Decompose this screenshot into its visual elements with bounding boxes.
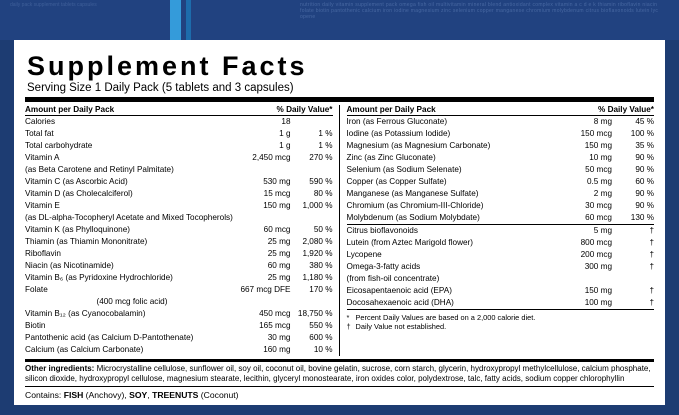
nutrient-amount: 30 mcg	[585, 200, 612, 210]
nutrient-daily-value	[612, 273, 654, 285]
nutrient-daily-value: †	[612, 297, 654, 309]
nutrient-column-left	[25, 105, 340, 356]
nutrient-amount: 60 mg	[267, 260, 291, 270]
nutrient-row	[347, 200, 655, 212]
nutrient-amount: 530 mg	[263, 176, 291, 186]
nutrient-row	[347, 176, 655, 188]
allergen-sep: ,	[147, 389, 153, 400]
nutrient-name: Total carbohydrate	[25, 140, 93, 150]
nutrient-row	[347, 249, 655, 261]
footnote-mark: †	[346, 322, 351, 332]
nutrient-daily-value: 80 %	[313, 188, 333, 198]
nutrient-name: Pantothenic acid (as Calcium D-Pantothenate)	[25, 332, 194, 342]
nutrient-daily-value: 1,000 %	[302, 200, 333, 210]
nutrient-amount: 800 mcg	[580, 237, 612, 247]
nutrient-amount: 8 mg	[593, 116, 612, 126]
nutrient-row	[347, 152, 655, 164]
nutrient-name: Omega-3-fatty acids	[346, 261, 421, 271]
nutrient-name: Total fat	[25, 128, 54, 138]
nutrient-daily-value	[291, 116, 333, 128]
nutrient-daily-value: 1 %	[318, 140, 333, 150]
nutrient-daily-value: †	[649, 249, 654, 259]
nutrient-amount: 165 mcg	[259, 320, 291, 330]
contains-divider	[25, 386, 654, 387]
nutrient-name: Vitamin A	[25, 152, 60, 162]
nutrient-amount: 667 mcg DFE	[240, 284, 291, 294]
nutrient-row	[25, 176, 333, 188]
band-microtext-left: daily pack supplement tablets capsules	[10, 2, 97, 8]
nutrient-daily-value	[291, 164, 333, 176]
nutrient-name: Manganese (as Manganese Sulfate)	[346, 188, 479, 198]
nutrient-row	[25, 200, 333, 212]
nutrient-name: Vitamin B₁₂ (as Cyanocobalamin)	[25, 308, 146, 318]
nutrient-row	[347, 164, 655, 176]
nutrient-name: Lycopene	[346, 249, 382, 259]
nutrient-amount: 30 mg	[267, 332, 291, 342]
nutrient-name: (as DL-alpha-Tocopheryl Acetate and Mixed Tocopherols)	[25, 212, 233, 222]
nutrient-daily-value: 90 %	[635, 152, 654, 162]
nutrient-row	[25, 164, 333, 176]
right-amount-header: Amount per Daily Pack	[346, 105, 436, 114]
nutrient-row	[347, 212, 655, 224]
allergen-fish: FISH	[63, 389, 84, 400]
nutrient-amount: 450 mcg	[259, 308, 291, 318]
nutrient-name: Eicosapentaenoic acid (EPA)	[346, 285, 452, 295]
nutrient-amount	[564, 273, 612, 285]
nutrient-row	[347, 188, 655, 200]
nutrient-daily-value	[291, 212, 333, 224]
left-amount-header: Amount per Daily Pack	[25, 105, 115, 114]
nutrient-name: Vitamin K (as Phylloquinone)	[25, 224, 130, 234]
footnote	[347, 313, 655, 323]
nutrient-amount: 100 mg	[564, 297, 612, 309]
left-nutrient-table	[25, 116, 333, 356]
nutrient-amount: 0.5 mg	[586, 176, 612, 186]
nutrient-daily-value: †	[649, 237, 654, 247]
nutrient-daily-value: 35 %	[635, 140, 654, 150]
nutrient-name: Riboflavin	[25, 248, 61, 258]
nutrient-daily-value: 1,920 %	[302, 248, 333, 258]
nutrient-daily-value: 50 %	[313, 224, 333, 234]
nutrient-row	[25, 296, 333, 308]
nutrient-daily-value	[291, 296, 333, 308]
nutrient-daily-value: 90 %	[635, 188, 654, 198]
nutrient-name: Iron (as Ferrous Gluconate)	[346, 116, 448, 126]
other-ingredients-text: Microcrystalline cellulose, sunflower oil, soy oil, coconut oil, bovine gelatin, sucrose, corn starch, glycerin, hydroxypropyl methylcellulose, calcium phosphate, silicon dioxide, hydroxypropyl cellulose, magnesium stearate, lecithin, glyceryl monostearate, iron oxides color, polydextrose, talc, fatty acids, sodium copper chlorophyllin	[25, 364, 651, 383]
nutrient-daily-value: 380 %	[309, 260, 333, 270]
nutrient-name: Copper (as Copper Sulfate)	[346, 176, 447, 186]
nutrient-amount: 25 mg	[267, 236, 291, 246]
nutrient-daily-value: 550 %	[309, 320, 333, 330]
nutrient-amount: 60 mcg	[564, 212, 612, 224]
nutrient-row	[25, 332, 333, 344]
nutrient-amount: 160 mg	[263, 344, 291, 354]
nutrient-daily-value: 1 %	[318, 128, 333, 138]
nutrient-name: Selenium (as Sodium Selenate)	[346, 164, 462, 174]
nutrient-daily-value: 90 %	[635, 164, 654, 174]
nutrient-amount: 25 mg	[267, 272, 291, 282]
title-rule	[25, 97, 654, 102]
nutrient-daily-value: 100 %	[630, 128, 654, 138]
nutrient-daily-value: †	[649, 225, 654, 235]
nutrient-amount: 150 mg	[584, 285, 612, 295]
nutrient-daily-value: 270 %	[309, 152, 333, 162]
nutrient-amount: 50 mcg	[585, 164, 612, 174]
nutrient-name: (400 mcg folic acid)	[96, 296, 168, 306]
nutrient-row	[25, 140, 333, 152]
nutrient-name: Magnesium (as Magnesium Carbonate)	[346, 140, 491, 150]
nutrient-amount: 150 mcg	[580, 128, 612, 138]
nutrient-row	[25, 116, 333, 128]
contains-label: Contains:	[25, 389, 62, 400]
nutrient-row	[347, 116, 655, 128]
allergen-treenuts-detail: (Coconut)	[198, 389, 239, 400]
nutrient-daily-value: 2,080 %	[302, 236, 333, 246]
nutrient-row	[25, 224, 333, 236]
nutrient-daily-value: 170 %	[309, 284, 333, 294]
nutrient-row	[347, 273, 655, 285]
nutrient-column-right	[340, 105, 655, 356]
allergen-treenuts: TREENUTS	[152, 389, 199, 400]
band-stripe-primary	[170, 0, 181, 40]
nutrient-amount	[239, 164, 291, 176]
nutrient-name: Vitamin E	[25, 200, 60, 210]
footnote-text: Daily Value not established.	[355, 322, 447, 332]
nutrient-daily-value: 45 %	[635, 116, 654, 126]
nutrient-amount: 150 mg	[263, 200, 291, 210]
serving-size-line: Serving Size 1 Daily Pack (5 tablets and 3 capsules)	[27, 82, 294, 94]
nutrient-daily-value: 60 %	[635, 176, 654, 186]
nutrient-name: (as Beta Carotene and Retinyl Palmitate)	[25, 164, 174, 174]
nutrient-row	[347, 237, 655, 249]
allergen-soy: SOY	[129, 389, 148, 400]
nutrient-name: Lutein (from Aztec Marigold flower)	[346, 237, 473, 247]
nutrient-amount	[239, 296, 291, 308]
nutrient-amount: 200 mcg	[580, 249, 612, 259]
nutrient-amount: 15 mcg	[263, 188, 291, 198]
nutrient-name: Citrus bioflavonoids	[346, 225, 418, 235]
nutrient-amount: 5 mg	[593, 225, 612, 235]
nutrient-row	[25, 188, 333, 200]
decorative-top-band	[0, 0, 679, 40]
nutrient-name: (from fish-oil concentrate)	[346, 273, 440, 283]
nutrient-amount: 60 mcg	[263, 224, 291, 234]
left-dv-header: % Daily Value*	[276, 105, 333, 114]
nutrient-name: Biotin	[25, 320, 46, 330]
nutrient-daily-value: 1,180 %	[302, 272, 333, 282]
band-stripe-secondary	[186, 0, 191, 40]
nutrient-amount	[239, 212, 291, 224]
nutrient-amount: 18	[281, 116, 291, 126]
nutrient-row	[347, 140, 655, 152]
allergen-fish-detail: (Anchovy),	[83, 389, 130, 400]
nutrient-row	[25, 212, 333, 224]
nutrient-row	[25, 272, 333, 284]
contains-line	[25, 390, 654, 401]
nutrient-row	[25, 308, 333, 320]
other-ingredients-label: Other ingredients:	[25, 364, 95, 374]
nutrient-row	[25, 236, 333, 248]
nutrient-daily-value: 18,750 %	[297, 308, 333, 318]
nutrient-name: Iodine (as Potassium Iodide)	[346, 128, 451, 138]
nutrient-amount: 1 g	[279, 140, 291, 150]
nutrient-amount: 25 mg	[267, 248, 291, 258]
right-dv-header: % Daily Value*	[598, 105, 654, 114]
nutrient-name: Vitamin D (as Cholecalciferol)	[25, 188, 133, 198]
nutrient-row	[25, 320, 333, 332]
nutrient-row	[25, 128, 333, 140]
nutrient-name: Folate	[25, 284, 48, 294]
other-ingredients	[25, 364, 654, 384]
nutrient-name: Chromium (as Chromium-III-Chloride)	[346, 200, 484, 210]
right-column-header	[347, 105, 655, 116]
nutrient-row	[347, 224, 655, 236]
nutrient-daily-value: 130 %	[612, 212, 654, 224]
nutrient-row	[347, 285, 655, 297]
footnote	[347, 322, 655, 332]
nutrient-amount: 150 mg	[584, 140, 612, 150]
nutrient-amount: 2,450 mcg	[252, 152, 291, 162]
footnote-mark: *	[346, 312, 350, 322]
nutrient-daily-value: 10 %	[313, 344, 333, 354]
nutrient-name: Calories	[25, 116, 56, 126]
nutrient-amount: 10 mg	[589, 152, 612, 162]
nutrient-row	[25, 152, 333, 164]
footnote-text: Percent Daily Values are based on a 2,000 calorie diet.	[355, 312, 536, 322]
nutrient-row	[347, 261, 655, 273]
nutrient-amount: 1 g	[279, 128, 291, 138]
band-microtext-right: nutrition daily vitamin supplement pack omega fish oil multivitamin mineral blend antioxidant complex vitamin a c d e k thiamin riboflavin niacin folate biotin pantothenic calcium iron iodine magnesium zinc selenium copper manganese chromium molybdenum citrus bioflavonoids lutein lycopene	[300, 2, 659, 20]
nutrient-columns	[25, 105, 654, 356]
nutrient-name: Thiamin (as Thiamin Mononitrate)	[25, 236, 148, 246]
nutrient-name: Calcium (as Calcium Carbonate)	[25, 344, 144, 354]
nutrient-daily-value: 590 %	[309, 176, 333, 186]
footnotes-block	[347, 313, 655, 332]
nutrient-row	[347, 128, 655, 140]
nutrient-name: Zinc (as Zinc Gluconate)	[346, 152, 436, 162]
nutrient-name: Vitamin C (as Ascorbic Acid)	[25, 176, 128, 186]
ingredients-divider	[25, 359, 654, 362]
nutrient-row	[25, 260, 333, 272]
supplement-facts-panel	[14, 40, 665, 405]
nutrient-name: Vitamin B₆ (as Pyridoxine Hydrochloride)	[25, 272, 173, 282]
nutrient-daily-value: †	[649, 261, 654, 271]
nutrient-row	[25, 284, 333, 296]
nutrient-row	[25, 248, 333, 260]
nutrient-name: Docosahexaenoic acid (DHA)	[347, 297, 565, 309]
nutrient-name: Niacin (as Nicotinamide)	[25, 260, 114, 270]
nutrient-row	[25, 344, 333, 356]
nutrient-daily-value: 90 %	[635, 200, 654, 210]
right-nutrient-table	[347, 116, 655, 310]
panel-title: Supplement Facts	[27, 51, 308, 81]
left-column-header	[25, 105, 333, 116]
nutrient-daily-value: 600 %	[309, 332, 333, 342]
nutrient-amount: 300 mg	[584, 261, 612, 271]
nutrient-daily-value: †	[649, 285, 654, 295]
nutrient-amount: 2 mg	[593, 188, 612, 198]
nutrient-row	[347, 297, 655, 309]
nutrient-name: Molybdenum (as Sodium Molybdate)	[347, 212, 565, 224]
